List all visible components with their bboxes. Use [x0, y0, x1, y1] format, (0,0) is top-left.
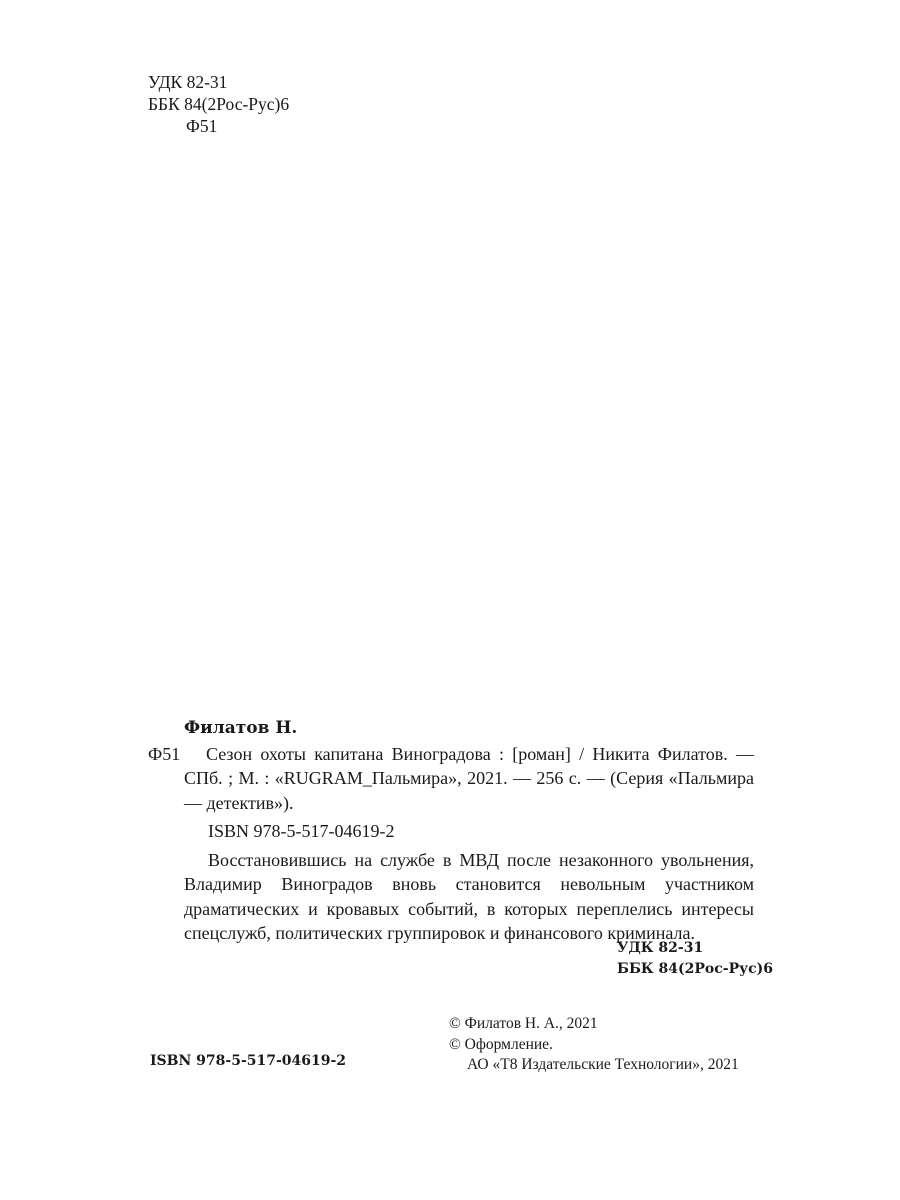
entry-isbn: ISBN 978-5-517-04619-2 — [208, 821, 395, 841]
annotation: Восстановившись на службе в МВД после незаконного увольнения, Владимир Виноградов вновь становится невольным участником драматических и кровавых событий, в которых переплелись интересы спецслужб, политических группировок и финансового криминала. — [184, 849, 754, 943]
entry-author-mark: Ф51 — [148, 743, 181, 764]
author-heading: Филатов Н. — [184, 718, 298, 738]
copyright-block — [449, 1014, 739, 1076]
bottom-classification-block — [617, 938, 773, 980]
bibliographic-description: Сезон охоты капитана Виноградова : [роман] / Никита Филатов. — СПб. ; М. : «RUGRAM_Пальмира», 2021. — 256 с. — (Серия «Пальмира — детектив»). — [184, 743, 754, 813]
bottom-bbk-code: ББК 84(2Рос-Рус)6 — [617, 961, 773, 977]
top-classification-block — [148, 71, 289, 137]
copyright-author: © Филатов Н. А., 2021 — [449, 1015, 598, 1032]
author-mark: Ф51 — [186, 116, 218, 136]
isbn-bottom: ISBN 978-5-517-04619-2 — [150, 1053, 347, 1069]
udk-code: УДК 82-31 — [148, 72, 228, 92]
bibliographic-description-block — [148, 742, 754, 816]
copyright-publisher: АО «Т8 Издательские Технологии», 2021 — [467, 1056, 739, 1073]
bbk-code: ББК 84(2Рос-Рус)6 — [148, 94, 290, 114]
bottom-udk-code: УДК 82-31 — [617, 940, 704, 956]
catalog-entry — [148, 716, 754, 946]
copyright-design-label: © Оформление. — [449, 1035, 553, 1053]
